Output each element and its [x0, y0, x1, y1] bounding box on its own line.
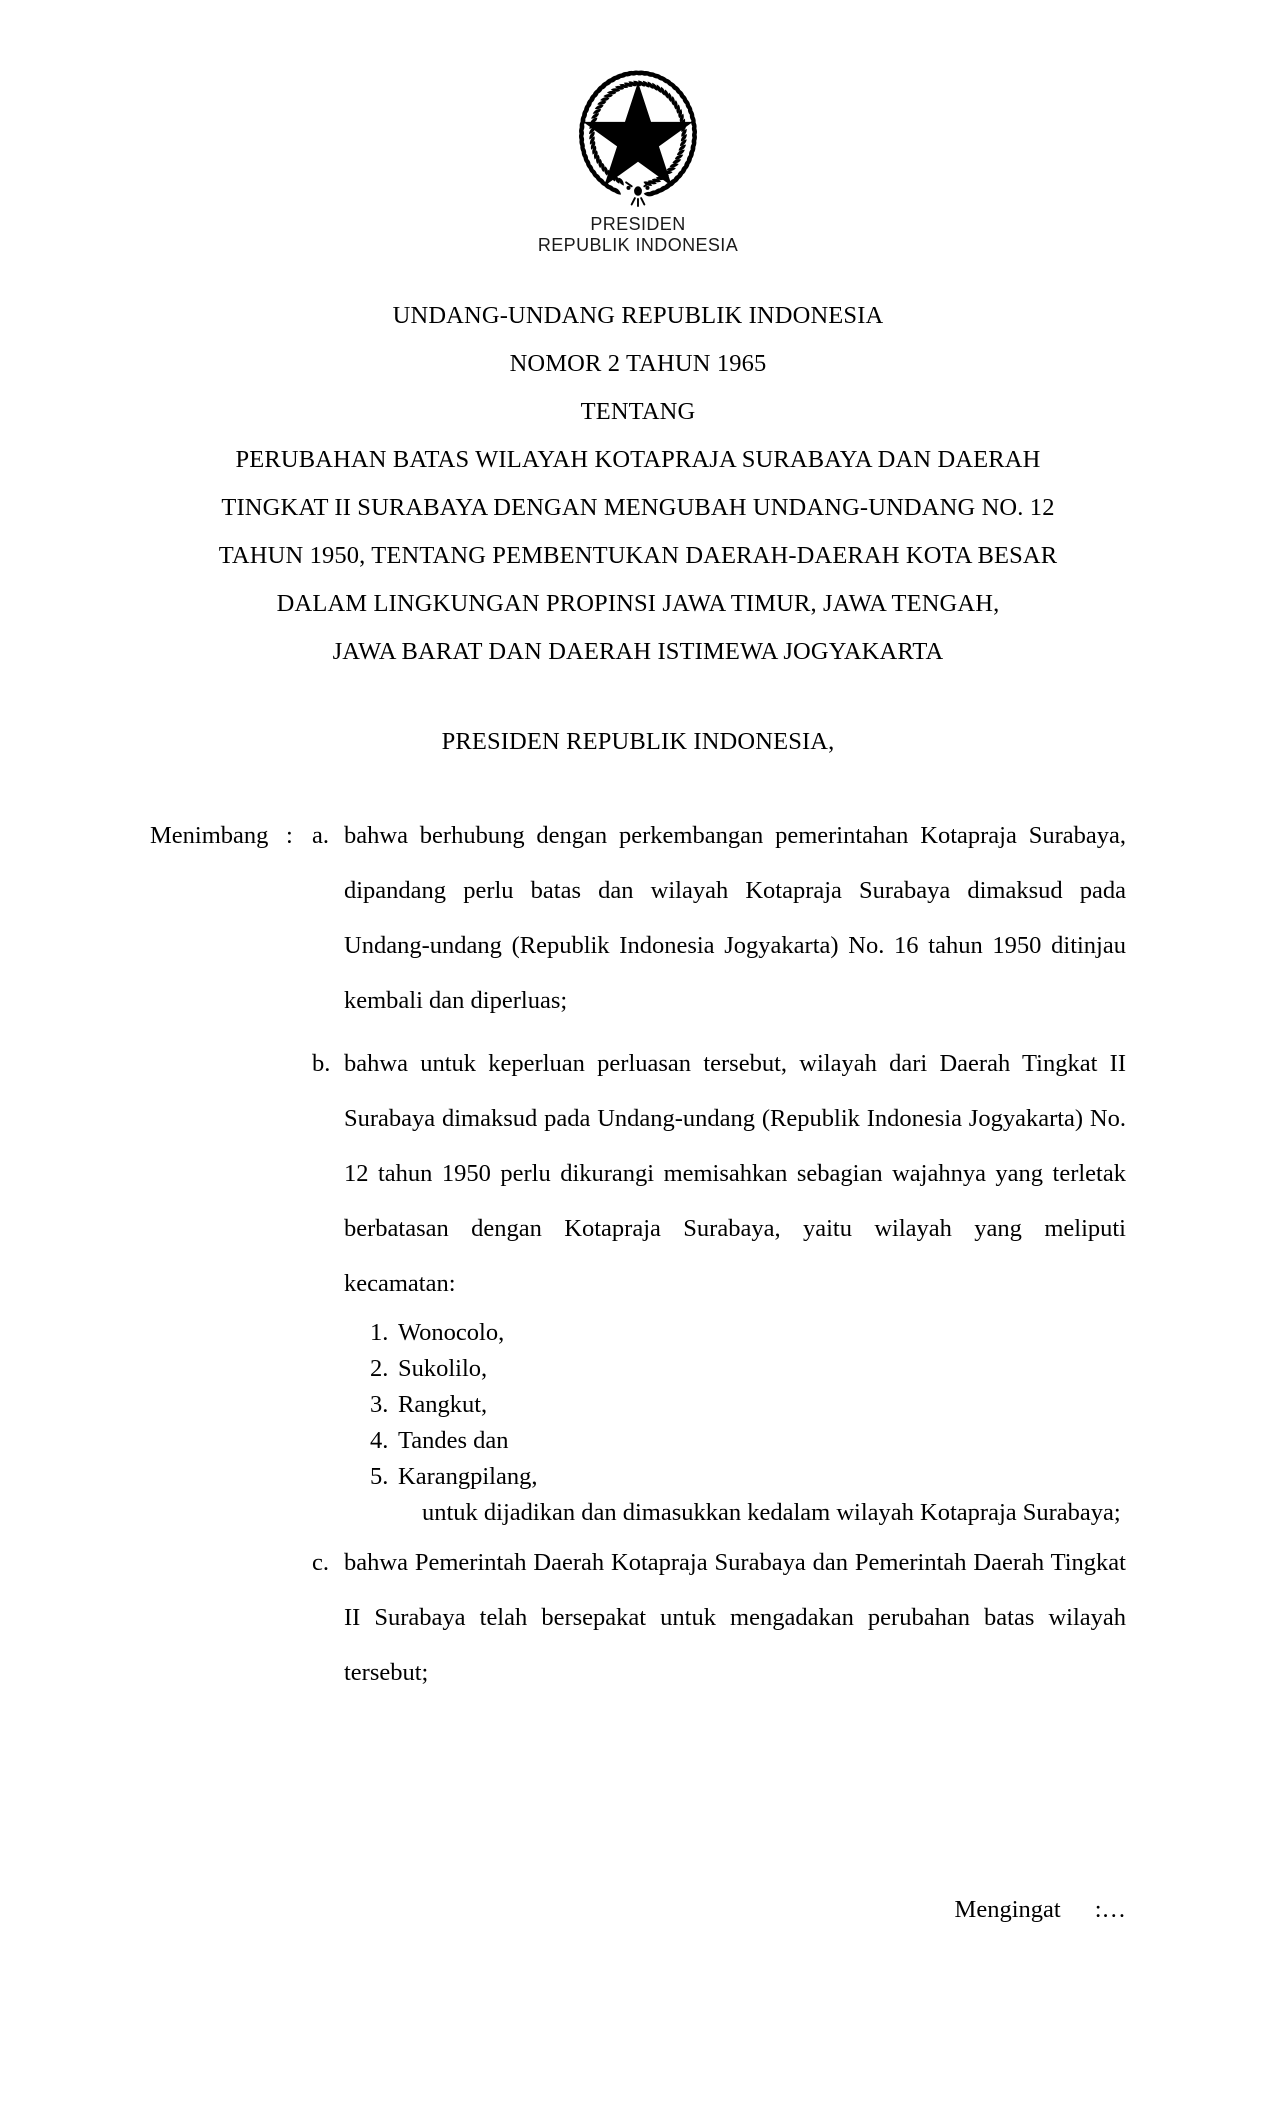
- item-text-c: bahwa Pemerintah Daerah Kotapraja Surabaya dan Pemerintah Daerah Tingkat II Surabaya telah bersepakat untuk mengadakan perubahan batas wilayah tersebut;: [344, 1549, 1126, 1686]
- kecamatan-list: [344, 1315, 1126, 1531]
- title-line-3: TENTANG: [580, 398, 696, 425]
- emblem-caption-line-1: PRESIDEN: [590, 214, 686, 234]
- list-item: [370, 1315, 1126, 1351]
- item-marker-a: a.: [312, 822, 329, 849]
- item-marker-c: c.: [312, 1549, 329, 1576]
- title-line-8: JAWA BARAT DAN DAERAH ISTIMEWA JOGYAKARTA: [332, 638, 944, 665]
- kecamatan-number-4: 4.: [370, 1427, 389, 1454]
- kecamatan-number-1: 1.: [370, 1319, 389, 1346]
- title-line-6: TAHUN 1950, TENTANG PEMBENTUKAN DAERAH-DAERAH KOTA BESAR: [218, 542, 1058, 569]
- list-item: [370, 1387, 1126, 1423]
- considerations-label: Menimbang: [150, 822, 269, 849]
- consideration-item-c: [150, 1535, 1126, 1700]
- title-line-7: DALAM LINGKUNGAN PROPINSI JAWA TIMUR, JAWA TENGAH,: [276, 590, 1000, 617]
- footer-keyword: Mengingat: [954, 1896, 1061, 1923]
- list-item: [370, 1459, 1126, 1495]
- considerations-colon: :: [286, 822, 293, 849]
- page-footer: [150, 1895, 1126, 1925]
- garuda-star-wreath-emblem: [559, 52, 717, 210]
- kecamatan-name-3: Rangkut,: [398, 1391, 488, 1418]
- item-text-a: bahwa berhubung dengan perkembangan pemerintahan Kotapraja Surabaya, dipandang perlu batas dan wilayah Kotapraja Surabaya dimaksud pada Undang-undang (Republik Indonesia Jogyakarta) No. 16 tahun 1950 ditinjau kembali dan diperluas;: [344, 822, 1126, 1014]
- kecamatan-name-2: Sukolilo,: [398, 1355, 488, 1382]
- emblem-caption: [150, 214, 1126, 256]
- consideration-item-a: [150, 808, 1126, 1028]
- kecamatan-number-3: 3.: [370, 1391, 389, 1418]
- kecamatan-name-1: Wonocolo,: [398, 1319, 505, 1346]
- emblem-block: [150, 0, 1126, 256]
- title-line-2: NOMOR 2 TAHUN 1965: [509, 350, 767, 377]
- kecamatan-name-4: Tandes dan: [398, 1427, 509, 1454]
- enacting-clause: PRESIDEN REPUBLIK INDONESIA,: [441, 728, 835, 755]
- kecamatan-number-5: 5.: [370, 1463, 389, 1490]
- kecamatan-name-5: Karangpilang,: [398, 1463, 538, 1490]
- list-item: [370, 1351, 1126, 1387]
- title-line-5: TINGKAT II SURABAYA DENGAN MENGUBAH UNDANG-UNDANG NO. 12: [221, 494, 1055, 521]
- item-text-b: bahwa untuk keperluan perluasan tersebut, wilayah dari Daerah Tingkat II Surabaya dimaksud pada Undang-undang (Republik Indonesia Jogyakarta) No. 12 tahun 1950 perlu dikurangi memisahkan sebagian wajahnya yang terletak berbatasan dengan Kotapraja Surabaya, yaitu wilayah yang meliputi kecamatan:: [344, 1050, 1126, 1297]
- document-title: [150, 292, 1126, 676]
- title-line-4: PERUBAHAN BATAS WILAYAH KOTAPRAJA SURABAYA DAN DAERAH: [235, 446, 1041, 473]
- consideration-item-b: [150, 1036, 1126, 1531]
- title-line-1: UNDANG-UNDANG REPUBLIK INDONESIA: [392, 302, 884, 329]
- footer-continuation: :…: [1094, 1896, 1126, 1923]
- emblem-caption-line-2: REPUBLIK INDONESIA: [537, 235, 739, 255]
- considerations-section: [150, 808, 1126, 1700]
- item-marker-b: b.: [312, 1050, 331, 1077]
- kecamatan-list-closing: untuk dijadikan dan dimasukkan kedalam wilayah Kotapraja Surabaya;: [422, 1499, 1121, 1526]
- kecamatan-number-2: 2.: [370, 1355, 389, 1382]
- list-item: [370, 1423, 1126, 1459]
